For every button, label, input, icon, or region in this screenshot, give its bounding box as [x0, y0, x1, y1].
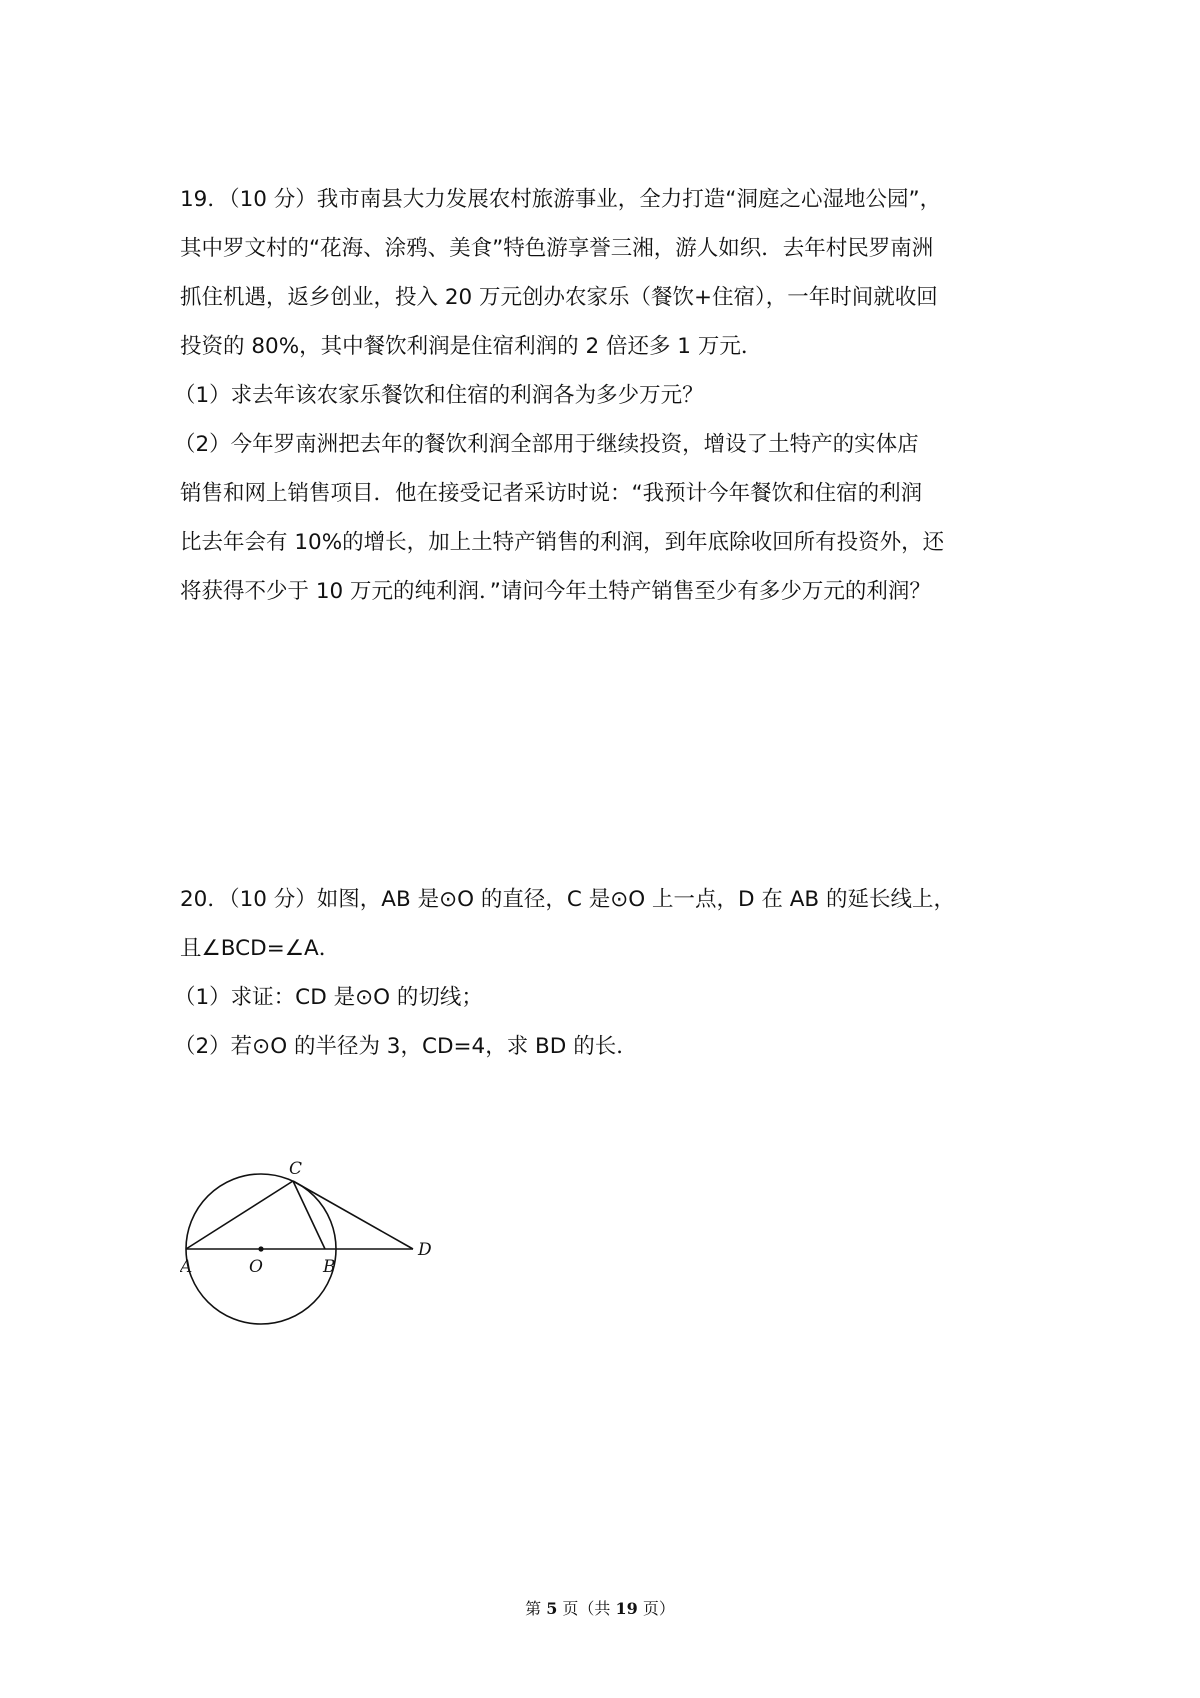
question-20-line-2: 且∠BCD=∠A．	[180, 936, 341, 961]
label-b: B	[323, 1257, 336, 1277]
question-20-part-1: （1）求证：CD 是⊙O 的切线；	[174, 985, 483, 1010]
footer-page-number: 5	[546, 1599, 558, 1618]
footer-prefix: 第	[525, 1599, 542, 1618]
center-point-o	[258, 1246, 263, 1251]
question-20-part-2: （2）若⊙O 的半径为 3，CD=4，求 BD 的长．	[174, 1034, 638, 1059]
page-footer	[0, 1596, 1200, 1619]
question-19-part-1: （1）求去年该农家乐餐饮和住宿的利润各为多少万元？	[174, 383, 704, 408]
segment-ac	[186, 1181, 293, 1249]
question-19-line-4: 投资的 80%，其中餐饮利润是住宿利润的 2 倍还多 1 万元．	[180, 334, 763, 359]
segment-cd	[293, 1181, 413, 1249]
question-19-line-3: 抓住机遇，返乡创业，投入 20 万元创办农家乐（餐饮+住宿），一年时间就收回	[180, 285, 938, 310]
footer-total-pages: 19	[615, 1599, 638, 1618]
question-20-line-1: 20．（10 分）如图，AB 是⊙O 的直径，C 是⊙O 上一点，D 在 AB 的延长线上，	[180, 887, 955, 912]
question-19-line-2: 其中罗文村的“花海、涂鸦、美食”特色游享誉三湘，游人如织．去年村民罗南洲	[180, 236, 934, 261]
question-19-line-1: 19．（10 分）我市南县大力发展农村旅游事业，全力打造“洞庭之心湿地公园”，	[180, 187, 942, 212]
question-19-part-2-line-2: 销售和网上销售项目．他在接受记者采访时说：“我预计今年餐饮和住宿的利润	[180, 481, 923, 506]
label-c: C	[289, 1159, 303, 1179]
question-19-part-2-line-1: （2）今年罗南洲把去年的餐饮利润全部用于继续投资，增设了土特产的实体店	[174, 432, 919, 457]
footer-mid: 页（共	[562, 1599, 611, 1618]
label-o: O	[249, 1257, 263, 1277]
footer-suffix: 页）	[642, 1599, 675, 1618]
question-19-part-2-line-3: 比去年会有 10%的增长，加上土特产销售的利润，到年底除收回所有投资外，还	[180, 530, 945, 555]
geometry-figure	[180, 1148, 480, 1338]
label-a: A	[180, 1257, 193, 1277]
question-19-part-2-line-4: 将获得不少于 10 万元的纯利润．”请问今年土特产销售至少有多少万元的利润？	[180, 579, 931, 604]
label-d: D	[418, 1240, 432, 1260]
